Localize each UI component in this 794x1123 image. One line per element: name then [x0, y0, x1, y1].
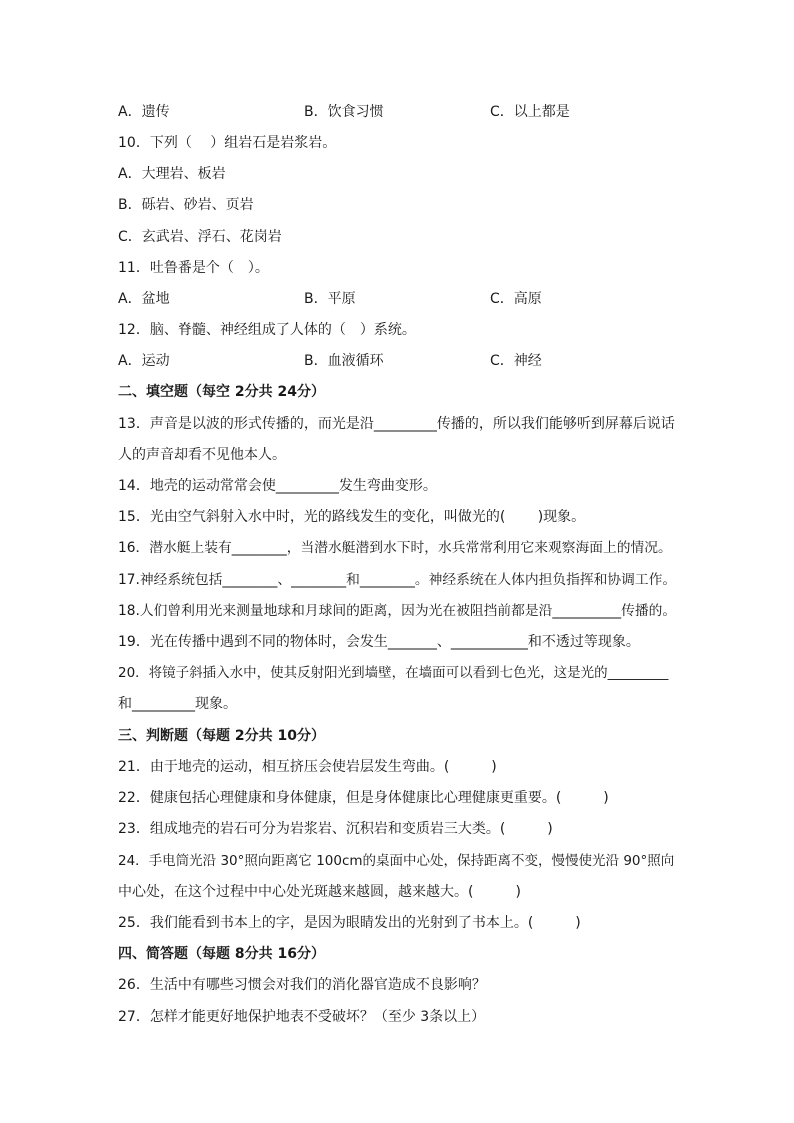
q12-option-b: B．血液循环 [304, 353, 384, 369]
q10-option-b: B．砾岩、砂岩、页岩 [118, 197, 254, 213]
q24-line2: 中心处，在这个过程中中心处光斑越来越圆，越来越大。( ) [118, 884, 521, 900]
q10-option-a: A．大理岩、板岩 [118, 166, 226, 182]
q21: 21．由于地壳的运动，相互挤压会使岩层发生弯曲。( ) [118, 759, 497, 775]
q9-option-c: C．以上都是 [490, 104, 570, 120]
q27: 27．怎样才能更好地保护地表不受破坏？（至少 3条以上） [118, 1009, 486, 1025]
q12-option-c: C．神经 [490, 353, 542, 369]
q9-option-a: A．遗传 [118, 104, 170, 120]
q10-option-c: C．玄武岩、浮石、花岗岩 [118, 229, 282, 245]
q20-line1: 20．将镜子斜插入水中，使其反射阳光到墙壁，在墙面可以看到七色光，这是光的_________ [118, 665, 669, 681]
section-short-answer-title: 四、简答题（每题 8分共 16分） [118, 946, 325, 962]
q10-stem: 10．下列（ ）组岩石是岩浆岩。 [118, 135, 337, 151]
q12-option-a: A．运动 [118, 353, 170, 369]
q22: 22．健康包括心理健康和身体健康，但是身体健康比心理健康更重要。( ) [118, 790, 609, 806]
q24-line1: 24．手电筒光沿 30°照向距离它 100cm的桌面中心处，保持距离不变，慢慢使光沿 90°照向 [118, 853, 675, 869]
q20-line2: 和_________现象。 [118, 696, 237, 712]
q16: 16．潜水艇上装有________，当潜水艇潜到水下时，水兵常常利用它来观察海面上的情况。 [118, 540, 672, 556]
q23: 23．组成地壳的岩石可分为岩浆岩、沉积岩和变质岩三大类。( ) [118, 821, 553, 837]
q26: 26．生活中有哪些习惯会对我们的消化器官造成不良影响？ [118, 977, 486, 993]
q18: 18.人们曾利用光来测量地球和月球间的距离，因为光在被阻挡前都是沿__________传播的。 [118, 603, 677, 619]
q11-option-b: B．平原 [304, 291, 356, 307]
section-fill-in-title: 二、填空题（每空 2分共 24分） [118, 384, 325, 400]
q11-option-c: C．高原 [490, 291, 542, 307]
q9-option-b: B．饮食习惯 [304, 104, 384, 120]
q25: 25．我们能看到书本上的字，是因为眼睛发出的光射到了书本上。( ) [118, 915, 581, 931]
q17: 17.神经系统包括________、________和________。神经系统在人体内担负指挥和协调工作。 [118, 572, 677, 588]
section-true-false-title: 三、判断题（每题 2分共 10分） [118, 728, 325, 744]
q13-line2: 人的声音却看不见他本人。 [118, 447, 286, 463]
q19: 19．光在传播中遇到不同的物体时，会发生_______、___________和不透过等现象。 [118, 634, 640, 650]
q14: 14．地壳的运动常常会使_________发生弯曲变形。 [118, 478, 437, 494]
q11-stem: 11．吐鲁番是个（ ）。 [118, 260, 269, 276]
q11-option-a: A．盆地 [118, 291, 170, 307]
q12-stem: 12．脑、脊髓、神经组成了人体的（ ）系统。 [118, 322, 416, 338]
q15: 15．光由空气斜射入水中时，光的路线发生的变化，叫做光的( )现象。 [118, 509, 586, 525]
q13-line1: 13．声音是以波的形式传播的，而光是沿_________传播的，所以我们能够听到屏幕后说话 [118, 416, 675, 432]
